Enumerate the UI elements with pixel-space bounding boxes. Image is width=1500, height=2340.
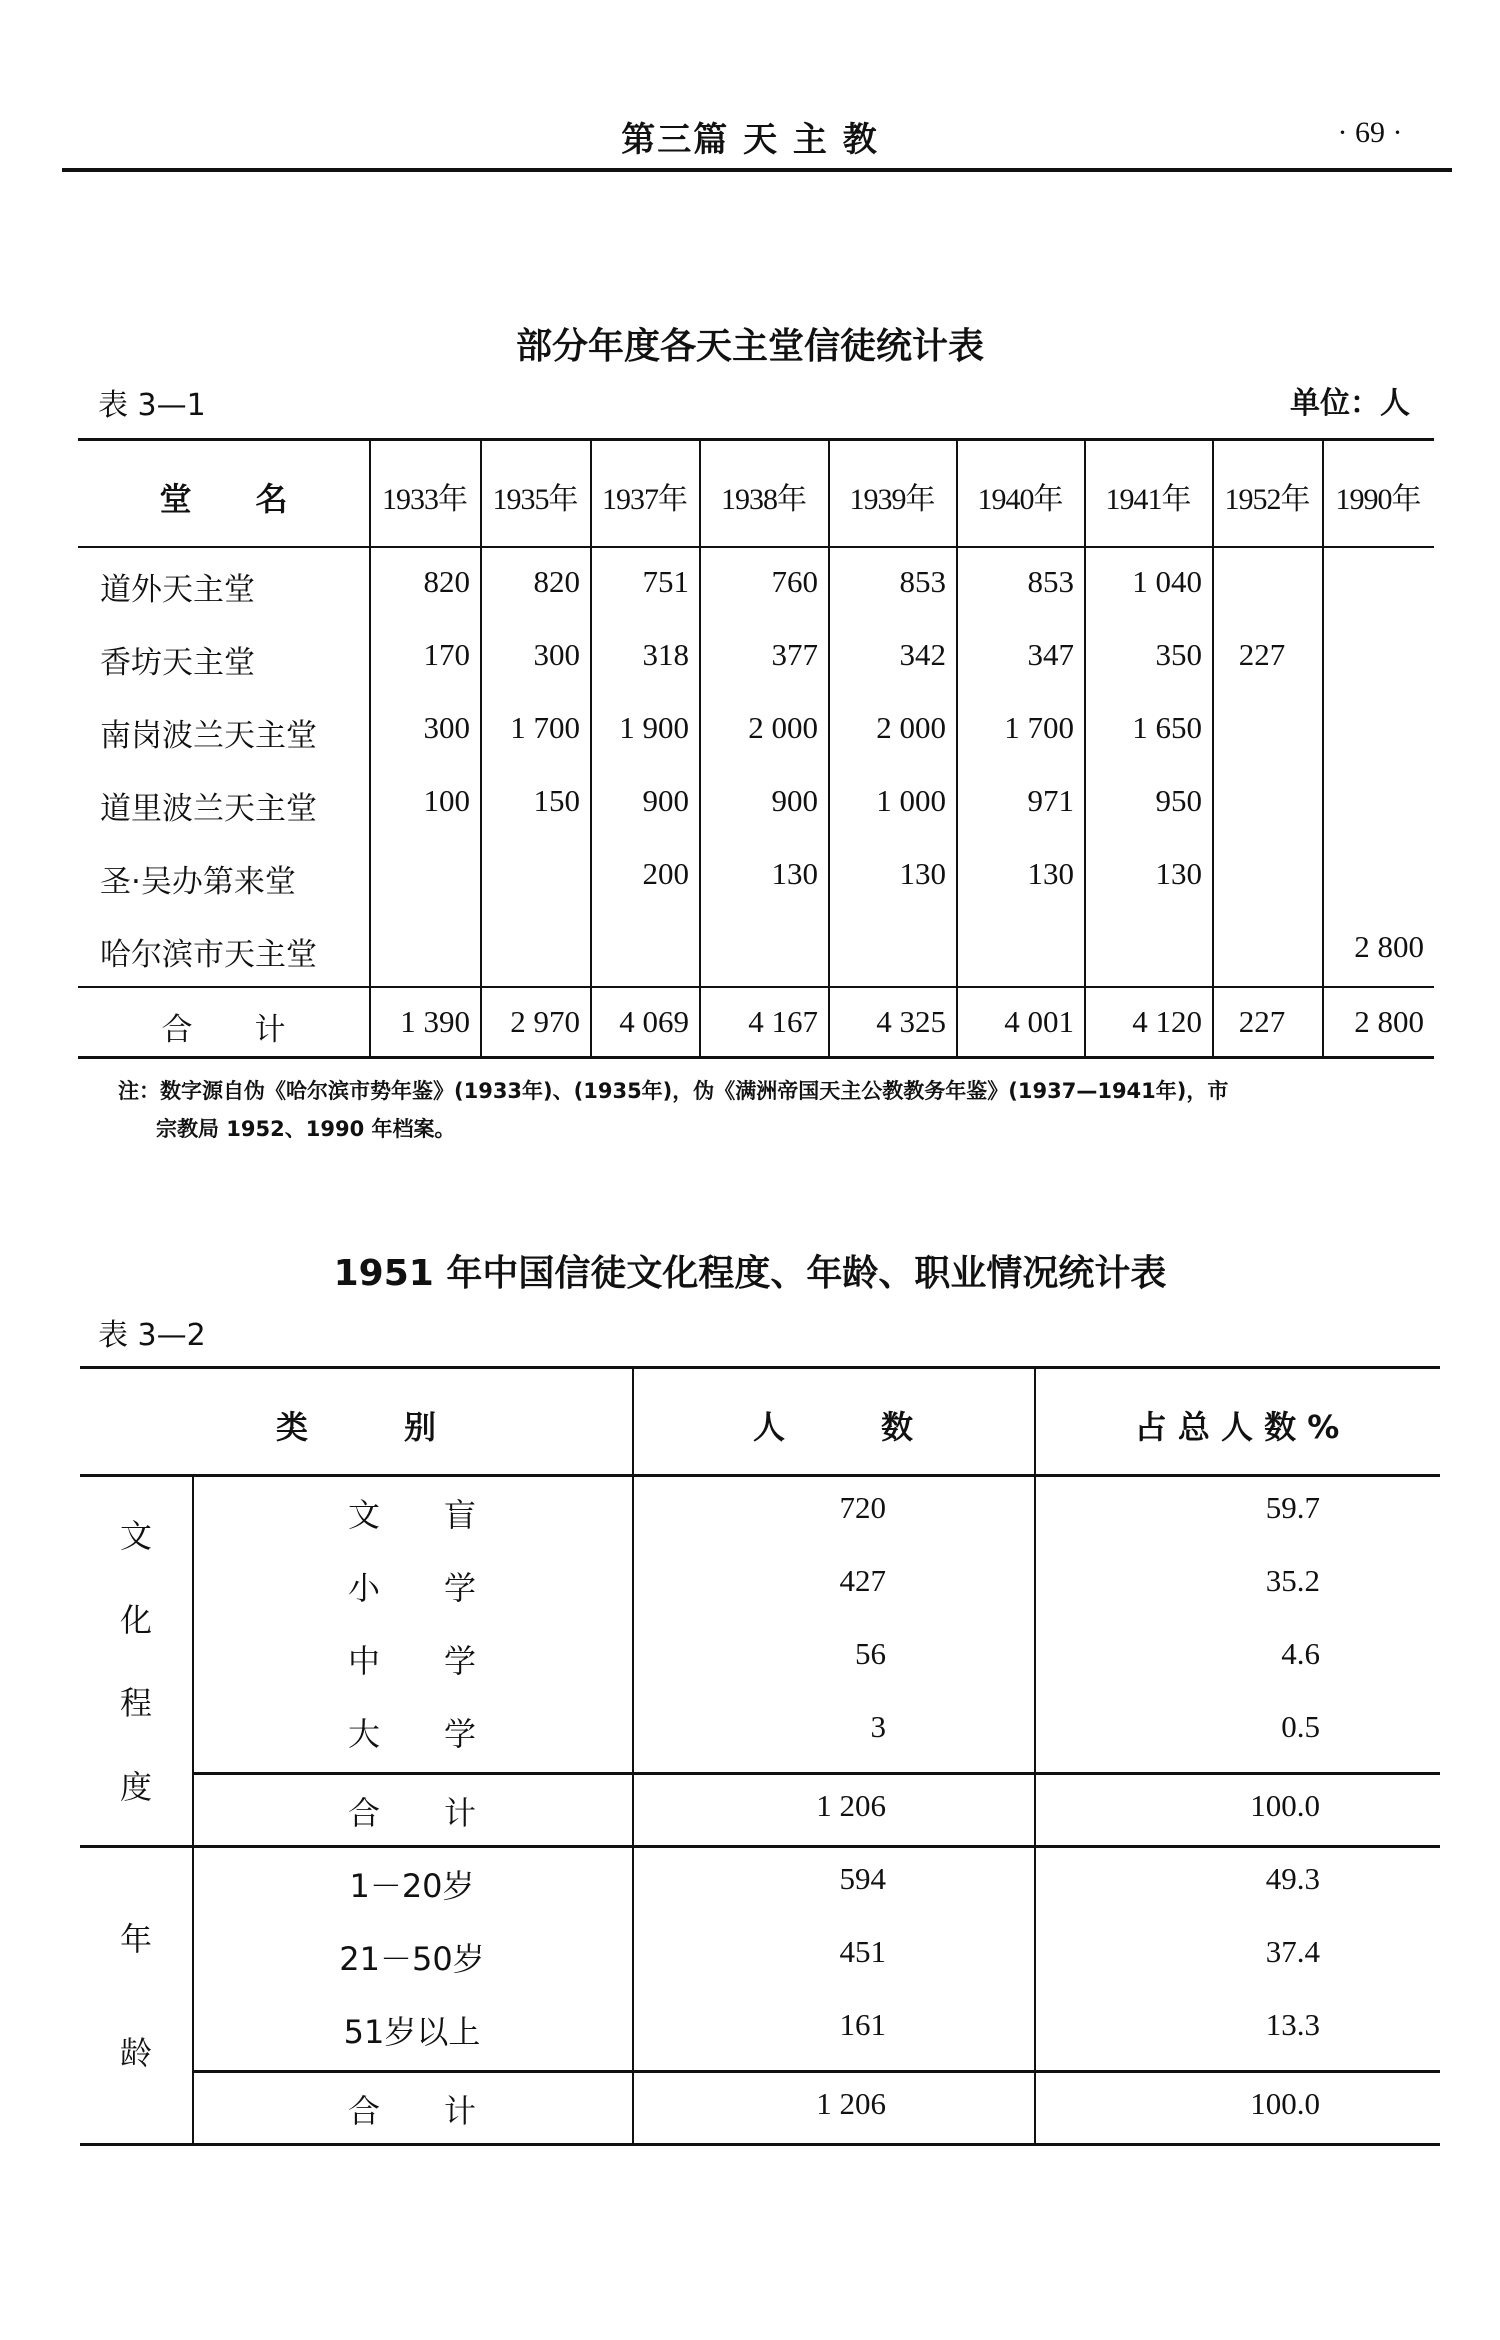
data-cell: 900	[642, 783, 689, 818]
table1-note	[118, 1072, 1458, 1148]
group-label-char: 龄	[119, 2034, 152, 2073]
percent-cell: 49.3	[1265, 1861, 1320, 1896]
data-cell: 200	[642, 856, 689, 891]
row-name: 圣·吴办第来堂	[100, 864, 296, 900]
group-label-char: 文	[119, 1517, 152, 1556]
data-cell: 820	[423, 564, 470, 599]
table1-label: 表 3—1	[98, 388, 206, 423]
group-label	[80, 1845, 192, 2143]
column-divider	[1034, 1474, 1036, 1845]
total-cell: 4 001	[1004, 1004, 1074, 1039]
column-divider	[590, 438, 592, 1056]
column-header-percent: 占 总 人 数 %	[1134, 1408, 1340, 1446]
data-cell: 300	[533, 637, 580, 672]
table-rule	[80, 1474, 1440, 1477]
table-rule	[78, 546, 1434, 548]
count-cell: 56	[855, 1636, 886, 1671]
data-cell: 300	[423, 710, 470, 745]
data-cell: 377	[771, 637, 818, 672]
column-divider	[632, 1845, 634, 2143]
table-rule	[80, 2143, 1440, 2146]
header-rule	[62, 168, 1452, 172]
column-header-year: 1937年	[602, 483, 687, 516]
count-cell: 427	[839, 1563, 886, 1598]
data-cell: 1 650	[1132, 710, 1202, 745]
table-rule	[192, 1772, 1440, 1775]
table-rule	[192, 2070, 1440, 2073]
total-cell: 2 800	[1354, 1004, 1424, 1039]
data-cell: 1 700	[1004, 710, 1074, 745]
total-cell: 2 970	[510, 1004, 580, 1039]
column-header-year: 1941年	[1105, 483, 1191, 516]
percent-cell: 37.4	[1265, 1934, 1320, 1969]
column-header-year: 1935年	[492, 483, 578, 516]
category-item: 1－20岁	[349, 1867, 475, 1905]
data-cell: 100	[423, 783, 470, 818]
column-divider	[699, 438, 701, 1056]
data-cell: 1 900	[619, 710, 689, 745]
data-cell: 1 040	[1132, 564, 1202, 599]
data-cell: 2 800	[1354, 929, 1424, 964]
data-cell: 751	[642, 564, 689, 599]
row-name: 哈尔滨市天主堂	[100, 937, 317, 973]
total-cell: 4 325	[876, 1004, 946, 1039]
percent-cell: 13.3	[1265, 2007, 1320, 2042]
table2-label: 表 3—2	[98, 1318, 206, 1353]
total-cell: 4 120	[1132, 1004, 1202, 1039]
column-divider	[1084, 438, 1086, 1056]
note-line-2: 宗教局 1952、1990 年档案。	[156, 1117, 456, 1141]
column-divider	[1212, 438, 1214, 1056]
percent-cell: 59.7	[1265, 1490, 1320, 1525]
table1-title: 部分年度各天主堂信徒统计表	[515, 326, 984, 367]
note-line-1: 注：数字源自伪《哈尔滨市势年鉴》(1933年)、(1935年)，伪《满洲帝国天主公教教务年鉴》(1937—1941年)，市	[118, 1079, 1229, 1103]
total-cell: 1 390	[400, 1004, 470, 1039]
data-cell: 971	[1027, 783, 1074, 818]
count-cell: 161	[839, 2007, 886, 2042]
group-label-char: 程	[119, 1684, 152, 1723]
total-label: 合 计	[161, 1012, 286, 1048]
column-divider	[1034, 1366, 1036, 1474]
category-item: 21－50岁	[339, 1940, 485, 1978]
table1-unit: 单位：人	[1290, 386, 1410, 421]
table-rule	[80, 1366, 1440, 1369]
group-label	[80, 1474, 192, 1845]
column-divider	[369, 438, 371, 1056]
data-cell: 1 700	[510, 710, 580, 745]
group-label-char: 化	[119, 1600, 152, 1639]
subtotal-count: 1 206	[816, 2086, 886, 2121]
table2-title: 1951 年中国信徒文化程度、年龄、职业情况统计表	[333, 1253, 1167, 1294]
table-rule	[78, 438, 1434, 441]
column-header-year: 1933年	[382, 483, 467, 516]
page-number: · 69 ·	[1337, 116, 1403, 149]
data-cell: 130	[899, 856, 946, 891]
data-cell: 2 000	[748, 710, 818, 745]
row-name: 香坊天主堂	[100, 645, 255, 681]
percent-cell: 35.2	[1265, 1563, 1320, 1598]
total-cell: 4 069	[619, 1004, 689, 1039]
category-item: 大 学	[347, 1715, 476, 1753]
column-header-year: 1940年	[977, 483, 1063, 516]
data-cell: 130	[1155, 856, 1202, 891]
data-cell: 853	[899, 564, 946, 599]
column-divider	[632, 1474, 634, 1845]
data-cell: 342	[899, 637, 946, 672]
subtotal-count: 1 206	[816, 1788, 886, 1823]
column-header-category: 类 别	[275, 1408, 436, 1446]
count-cell: 3	[870, 1709, 886, 1744]
row-name: 南岗波兰天主堂	[100, 718, 317, 754]
column-divider	[480, 438, 482, 1056]
column-header-year: 1952年	[1224, 483, 1310, 516]
running-header-title: 第三篇 天 主 教	[621, 120, 879, 160]
percent-cell: 4.6	[1281, 1636, 1320, 1671]
subtotal-label: 合 计	[347, 1794, 476, 1832]
data-cell: 130	[1027, 856, 1074, 891]
row-name: 道里波兰天主堂	[100, 791, 317, 827]
data-cell: 2 000	[876, 710, 946, 745]
category-item: 中 学	[347, 1642, 476, 1680]
total-cell: 227	[1238, 1004, 1286, 1039]
column-divider	[828, 438, 830, 1056]
data-cell: 950	[1155, 783, 1202, 818]
count-cell: 594	[839, 1861, 886, 1896]
group-label-char: 年	[119, 1919, 152, 1958]
column-divider	[632, 1366, 634, 1474]
data-cell: 318	[642, 637, 689, 672]
data-cell: 170	[423, 637, 470, 672]
data-cell: 1 000	[876, 783, 946, 818]
column-header-year: 1938年	[721, 483, 806, 516]
table-rule	[78, 986, 1434, 988]
category-item: 文 盲	[347, 1496, 476, 1534]
table-rule	[78, 1056, 1434, 1059]
subtotal-percent: 100.0	[1250, 1788, 1320, 1823]
column-header-name: 堂 名	[159, 480, 288, 518]
data-cell: 853	[1027, 564, 1074, 599]
percent-cell: 0.5	[1281, 1709, 1320, 1744]
data-cell: 150	[533, 783, 580, 818]
data-cell: 347	[1027, 637, 1074, 672]
count-cell: 720	[839, 1490, 886, 1525]
column-divider	[956, 438, 958, 1056]
subtotal-label: 合 计	[347, 2092, 476, 2130]
column-header-year: 1939年	[849, 483, 935, 516]
group-label-char: 度	[119, 1767, 152, 1806]
row-name: 道外天主堂	[100, 572, 255, 608]
category-item: 51岁以上	[343, 2013, 481, 2051]
table-rule	[80, 1845, 1440, 1848]
data-cell: 130	[771, 856, 818, 891]
category-item: 小 学	[347, 1569, 476, 1607]
column-header-year: 1990年	[1335, 483, 1421, 516]
column-divider	[192, 1474, 194, 1845]
count-cell: 451	[839, 1934, 886, 1969]
data-cell: 820	[533, 564, 580, 599]
subtotal-percent: 100.0	[1250, 2086, 1320, 2121]
data-cell: 227	[1238, 637, 1286, 672]
data-cell: 350	[1155, 637, 1202, 672]
total-cell: 4 167	[748, 1004, 818, 1039]
data-cell: 760	[771, 564, 818, 599]
column-divider	[192, 1845, 194, 2143]
data-cell: 900	[771, 783, 818, 818]
column-divider	[1034, 1845, 1036, 2143]
column-header-count: 人 数	[752, 1408, 913, 1446]
